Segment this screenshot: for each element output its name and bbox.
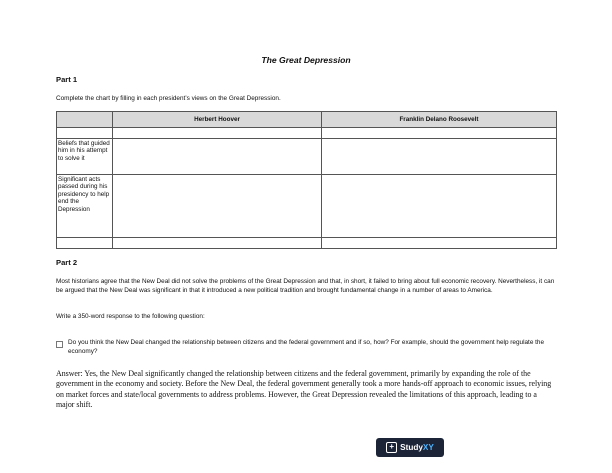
chart-row-label: Significant acts passed during his presidency to help end the Depression xyxy=(57,175,113,238)
chart-header-blank xyxy=(57,112,113,128)
logo-text-main: Study xyxy=(400,443,423,452)
part1-heading: Part 1 xyxy=(56,75,78,84)
part2-prompt: Write a 350-word response to the following question: xyxy=(56,313,205,320)
chart-cell-fdr[interactable] xyxy=(322,139,557,175)
chart-row-label xyxy=(57,128,113,139)
chart-row-label xyxy=(57,238,113,249)
chart-cell-fdr[interactable] xyxy=(322,238,557,249)
presidents-chart xyxy=(56,111,557,249)
studyxy-logo[interactable] xyxy=(376,438,444,457)
chart-row xyxy=(57,139,557,175)
chart-cell-hoover[interactable] xyxy=(113,128,322,139)
chart-header-row xyxy=(57,112,557,128)
question-text: Do you think the New Deal changed the relationship between citizens and the federal government and if so, how? For example, should the government help regulate the economy? xyxy=(68,339,545,355)
chart-cell-hoover[interactable] xyxy=(113,175,322,238)
chart-row-label: Beliefs that guided him in his attempt to solve it xyxy=(57,139,113,175)
logo-wordmark xyxy=(400,443,434,452)
part2-paragraph: Most historians agree that the New Deal did not solve the problems of the Great Depression and that, in short, it failed to bring about full economic recovery. Nevertheless, it can be argued that the New Deal was significant in that it introduced a new political tradition and brought fundamental change in a number of areas to America. xyxy=(56,278,555,294)
chart-row xyxy=(57,238,557,249)
chart-header-hoover: Herbert Hoover xyxy=(113,112,322,128)
chart-row xyxy=(57,128,557,139)
chart-header-fdr: Franklin Delano Roosevelt xyxy=(322,112,557,128)
chart-cell-hoover[interactable] xyxy=(113,238,322,249)
part2-heading: Part 2 xyxy=(56,258,78,267)
answer-text: Answer: Yes, the New Deal significantly changed the relationship between citizens and the federal government, primarily by expanding the role of the government in the economy and society. Before the New Deal, the federal government generally took a more hands-off approach to economic issues, relying on market forces and state/local governments to address problems. However, the Great Depression revealed the limitations of this approach, leading to a major shift. xyxy=(56,369,552,410)
bullet-icon xyxy=(56,341,63,348)
chart-cell-hoover[interactable] xyxy=(113,139,322,175)
part1-instructions: Complete the chart by filling in each president’s views on the Great Depression. xyxy=(56,95,281,102)
plus-icon: + xyxy=(386,442,397,453)
chart-row xyxy=(57,175,557,238)
logo-text-accent: XY xyxy=(422,443,434,452)
chart-cell-fdr[interactable] xyxy=(322,175,557,238)
chart-cell-fdr[interactable] xyxy=(322,128,557,139)
page-title: The Great Depression xyxy=(261,55,351,65)
